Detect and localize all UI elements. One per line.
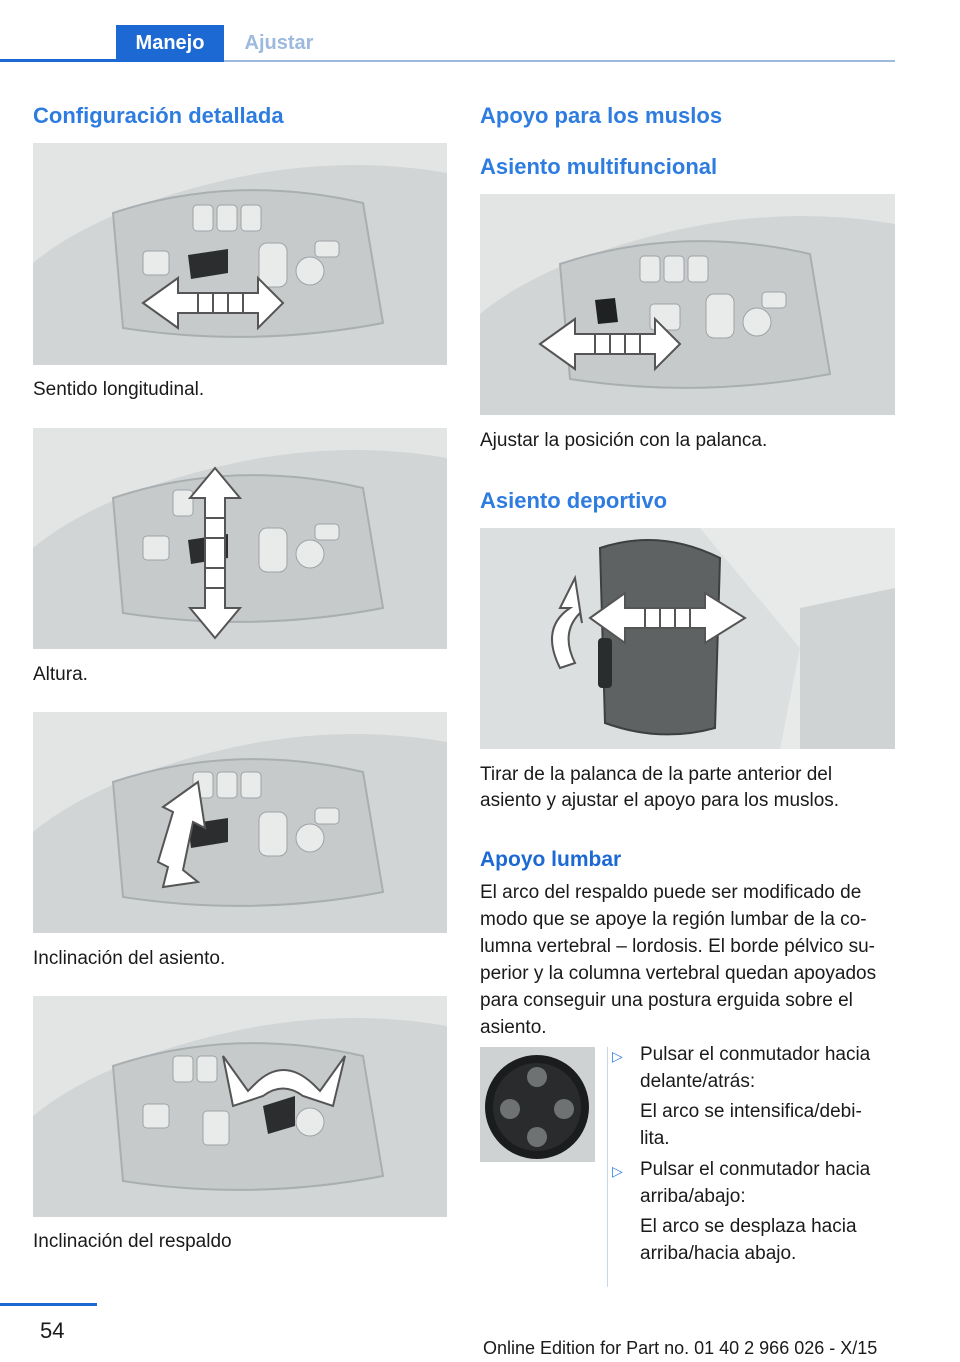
bullet-divider bbox=[607, 1047, 608, 1287]
header-tabs bbox=[0, 23, 895, 63]
lumbar-text-line5: para conseguir una postura erguida sobre el bbox=[480, 990, 853, 1011]
header-divider-accent bbox=[0, 59, 224, 62]
footer-edition: Online Edition for Part no. 01 40 2 966 026 - X/15 bbox=[483, 1338, 878, 1358]
caption-altura: Altura. bbox=[33, 664, 88, 685]
tab-ajustar[interactable]: Ajustar bbox=[244, 31, 314, 54]
seat-illustration-multifuncional bbox=[480, 194, 895, 415]
heading-apoyo-muslos: Apoyo para los muslos bbox=[480, 103, 723, 128]
lumbar-text-line2: modo que se apoye la región lumbar de la co- bbox=[480, 909, 867, 930]
footer-accent-line bbox=[0, 1303, 97, 1306]
seat-illustration-inclinacion-asiento bbox=[33, 712, 447, 933]
lumbar-text-line4: perior y la columna vertebral quedan apoyados bbox=[480, 963, 877, 984]
bullet-2-line2: arriba/abajo: bbox=[640, 1186, 746, 1207]
subheading-asiento-deportivo: Asiento deportivo bbox=[480, 488, 668, 513]
bullet-2-sub1: El arco se desplaza hacia bbox=[640, 1216, 857, 1237]
lumbar-text-line1: El arco del respaldo puede ser modificado de bbox=[480, 882, 862, 903]
lumbar-text-line6: asiento. bbox=[480, 1017, 547, 1038]
subheading-asiento-multifuncional: Asiento multifuncional bbox=[480, 154, 718, 179]
seat-illustration-deportivo bbox=[480, 528, 895, 749]
bullet-marker-1: ▷ bbox=[612, 1048, 623, 1064]
bullet-1-line1: Pulsar el conmutador hacia bbox=[640, 1044, 871, 1065]
seat-illustration-altura bbox=[33, 428, 447, 649]
lumbar-switch-illustration bbox=[480, 1047, 595, 1162]
caption-ajustar-palanca: Ajustar la posición con la palanca. bbox=[480, 430, 768, 451]
caption-deportivo-line1: Tirar de la palanca de la parte anterior del bbox=[480, 764, 833, 785]
caption-deportivo-line2: asiento y ajustar el apoyo para los muslos. bbox=[480, 790, 840, 811]
bullet-2-line1: Pulsar el conmutador hacia bbox=[640, 1159, 871, 1180]
heading-apoyo-lumbar: Apoyo lumbar bbox=[480, 848, 622, 871]
bullet-1-line2: delante/atrás: bbox=[640, 1071, 756, 1092]
bullet-1-sub1: El arco se intensifica/debi- bbox=[640, 1101, 862, 1122]
bullet-1-sub2: lita. bbox=[640, 1128, 670, 1149]
page-number: 54 bbox=[40, 1318, 65, 1343]
lumbar-text-line3: lumna vertebral – lordosis. El borde pélvico su- bbox=[480, 936, 875, 957]
bullet-marker-2: ▷ bbox=[612, 1163, 623, 1179]
seat-illustration-inclinacion-respaldo bbox=[33, 996, 447, 1217]
tab-manejo[interactable]: Manejo bbox=[116, 25, 224, 61]
caption-inclinacion-respaldo: Inclinación del respaldo bbox=[33, 1231, 232, 1252]
heading-configuracion-detallada: Configuración detallada bbox=[33, 103, 284, 128]
seat-illustration-longitudinal bbox=[33, 143, 447, 365]
caption-sentido-longitudinal: Sentido longitudinal. bbox=[33, 379, 205, 400]
bullet-2-sub2: arriba/hacia abajo. bbox=[640, 1243, 797, 1264]
caption-inclinacion-asiento: Inclinación del asiento. bbox=[33, 948, 226, 969]
